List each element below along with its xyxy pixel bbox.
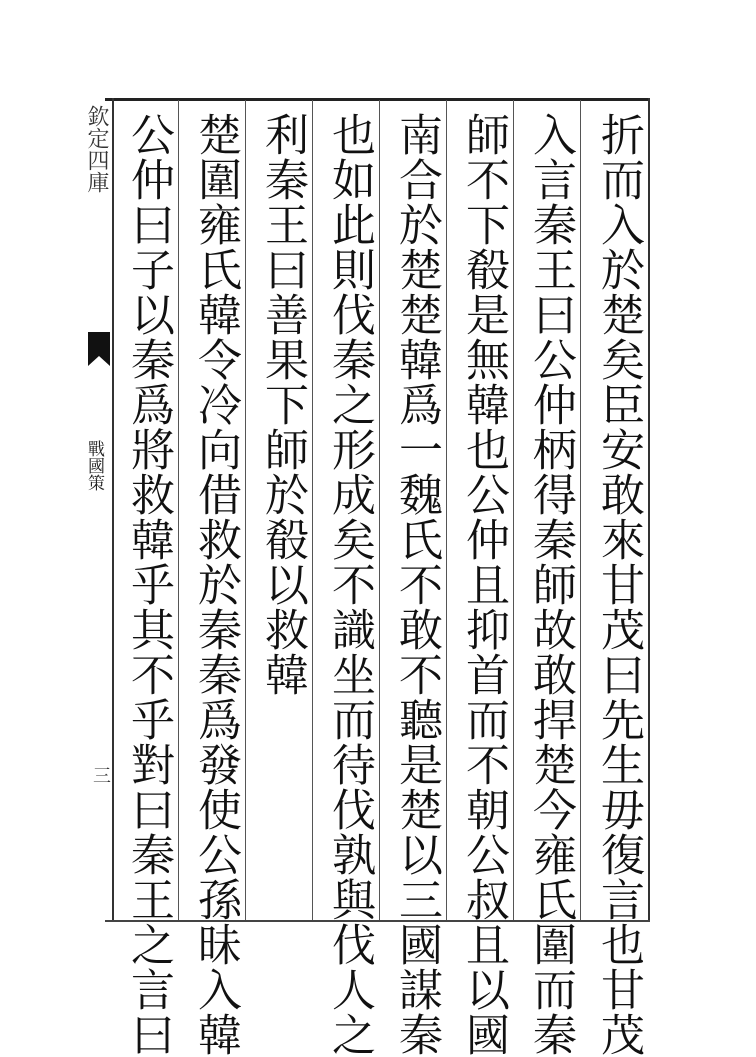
text-column-4: 南合於楚楚韓爲一魏氏不敢不聽是楚以三國謀秦 — [391, 112, 442, 1057]
margin-book-title: 戰國策 — [84, 440, 104, 491]
frame-right-rule — [648, 98, 650, 920]
page-number: 三 — [90, 766, 111, 784]
margin-title: 欽定四庫 — [84, 105, 109, 193]
text-column-3: 師不下殽是無韓也公仲且抑首而不朝公叔且以國 — [458, 112, 509, 1057]
text-column-1: 折而入於楚矣臣安敢來甘茂曰先生毋復言也甘茂 — [593, 112, 644, 1057]
column-divider — [178, 100, 179, 920]
column-divider — [379, 100, 380, 920]
text-column-7: 楚圍雍氏韓令冷向借救於秦秦爲發使公孫昧入韓 — [190, 112, 241, 1057]
column-divider — [513, 100, 514, 920]
fishtail-mark-icon — [86, 330, 112, 368]
frame-top-rule — [105, 98, 650, 101]
text-column-5: 也如此則伐秦之形成矣不識坐而待伐孰與伐人之 — [324, 112, 375, 1057]
frame-left-rule — [112, 98, 114, 920]
column-divider — [446, 100, 447, 920]
text-column-2: 入言秦王曰公仲柄得秦師故敢捍楚今雍氏圍而秦 — [525, 112, 576, 1057]
column-divider — [245, 100, 246, 920]
margin-strip — [78, 98, 112, 920]
text-column-6: 利秦王曰善果下師於殽以救韓 — [257, 112, 308, 697]
column-divider — [312, 100, 313, 920]
column-divider — [580, 100, 581, 920]
text-column-8: 公仲曰子以秦爲將救韓乎其不乎對曰秦王之言曰 — [123, 112, 174, 1057]
